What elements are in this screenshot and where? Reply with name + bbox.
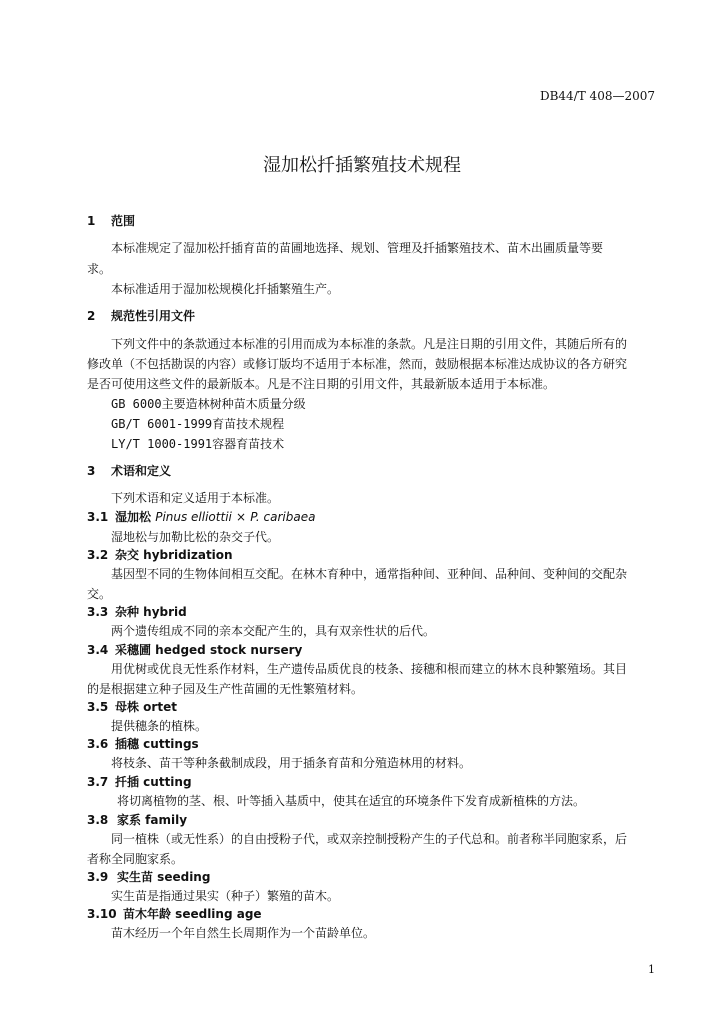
reference-item: GB 6000主要造林树种苗木质量分级 (111, 397, 306, 411)
term-latin-2: P. caribaea (250, 510, 316, 524)
term-3-6-heading (87, 735, 199, 752)
standard-number: DB44/T 408—2007 (539, 89, 655, 103)
term-3-4-heading (87, 641, 302, 658)
term-number: 3.5 (87, 700, 109, 714)
page-number: 1 (648, 963, 655, 976)
term-definition: 将枝条、苗干等种条截制成段，用于插条育苗和分殖造林用的材料。 (111, 756, 472, 770)
term-definition: 者称全同胞家系。 (87, 852, 184, 866)
section-number: 1 (87, 214, 96, 228)
paragraph-line: 修改单（不包括勘误的内容）或修订版均不适用于本标准，然而，鼓励根据本标准达成协议的各方研究 (87, 357, 628, 371)
term-name: 实生苗 seeding (117, 870, 211, 884)
term-definition: 实生苗是指通过果实（种子）繁殖的苗木。 (111, 889, 340, 903)
term-number: 3.7 (87, 775, 109, 789)
reference-item: LY/T 1000-1991容器育苗技术 (111, 437, 285, 451)
term-latin-1: Pinus elliottii (155, 510, 232, 524)
term-definition: 将切离植物的茎、根、叶等插入基质中，使其在适宜的环境条件下发育成新植株的方法。 (117, 794, 586, 808)
term-3-2-heading (87, 546, 233, 563)
term-definition: 的是根据建立种子园及生产性苗圃的无性繁殖材料。 (87, 682, 364, 696)
term-definition: 同一植株（或无性系）的自由授粉子代，或双亲控制授粉产生的子代总和。前者称半同胞家系，后 (111, 832, 628, 846)
section-number: 2 (87, 309, 96, 323)
term-name: 家系 family (117, 813, 188, 827)
term-name: 采穗圃 hedged stock nursery (115, 643, 303, 657)
term-definition: 用优树或优良无性系作材料，生产遗传品质优良的枝条、接穗和根而建立的林木良种繁殖场。其目 (111, 662, 628, 676)
section-2-heading (87, 307, 195, 324)
document-title: 湿加松扦插繁殖技术规程 (263, 155, 461, 176)
term-number: 3.6 (87, 737, 109, 751)
term-number: 3.3 (87, 605, 109, 619)
term-number: 3.1 (87, 510, 109, 524)
paragraph-line: 本标准规定了湿加松扦插育苗的苗圃地选择、规划、管理及扦插繁殖技术、苗木出圃质量等要 (111, 241, 604, 255)
term-name: 插穗 cuttings (115, 737, 199, 751)
term-number: 3.9 (87, 870, 109, 884)
term-number: 3.4 (87, 643, 109, 657)
term-definition: 提供穗条的植株。 (111, 719, 208, 733)
section-title: 规范性引用文件 (111, 309, 196, 323)
section-number: 3 (87, 464, 96, 478)
term-name: 苗木年龄 seedling age (123, 907, 262, 921)
term-definition: 基因型不同的生物体间相互交配。在林木育种中，通常指种间、亚种间、品种间、变种间的交配杂 (111, 567, 628, 581)
term-3-3-heading (87, 603, 187, 620)
section-title: 范围 (111, 214, 136, 228)
term-3-9-heading (87, 868, 210, 885)
section-1-heading (87, 212, 135, 229)
term-definition: 交。 (87, 587, 112, 601)
section-3-heading (87, 462, 171, 479)
term-number: 3.10 (87, 907, 117, 921)
term-name: 杂交 hybridization (115, 548, 233, 562)
paragraph-line: 是否可使用这些文件的最新版本。凡是不注日期的引用文件，其最新版本适用于本标准。 (87, 377, 556, 391)
paragraph-line: 下列文件中的条款通过本标准的引用而成为本标准的条款。凡是注日期的引用文件，其随后所有的 (111, 337, 628, 351)
term-3-10-heading (87, 905, 262, 922)
term-3-1-heading (87, 508, 315, 525)
term-definition: 湿地松与加勒比松的杂交子代。 (111, 530, 280, 544)
term-definition: 苗木经历一个年自然生长周期作为一个苗龄单位。 (111, 926, 376, 940)
reference-item: GB/T 6001-1999育苗技术规程 (111, 417, 285, 431)
term-3-5-heading (87, 698, 177, 715)
term-definition: 两个遗传组成不同的亲本交配产生的，具有双亲性状的后代。 (111, 624, 436, 638)
term-name: 母株 ortet (115, 700, 177, 714)
paragraph-line: 求。 (87, 262, 112, 276)
term-3-7-heading (87, 773, 192, 790)
section-title: 术语和定义 (111, 464, 172, 478)
term-cross: × (236, 510, 247, 524)
term-name: 扦插 cutting (115, 775, 192, 789)
term-name: 杂种 hybrid (115, 605, 187, 619)
term-number: 3.2 (87, 548, 109, 562)
term-name: 湿加松 (115, 510, 152, 524)
term-number: 3.8 (87, 813, 109, 827)
paragraph-line: 下列术语和定义适用于本标准。 (111, 491, 280, 505)
paragraph-line: 本标准适用于湿加松规模化扦插繁殖生产。 (111, 282, 340, 296)
term-3-8-heading (87, 811, 187, 828)
